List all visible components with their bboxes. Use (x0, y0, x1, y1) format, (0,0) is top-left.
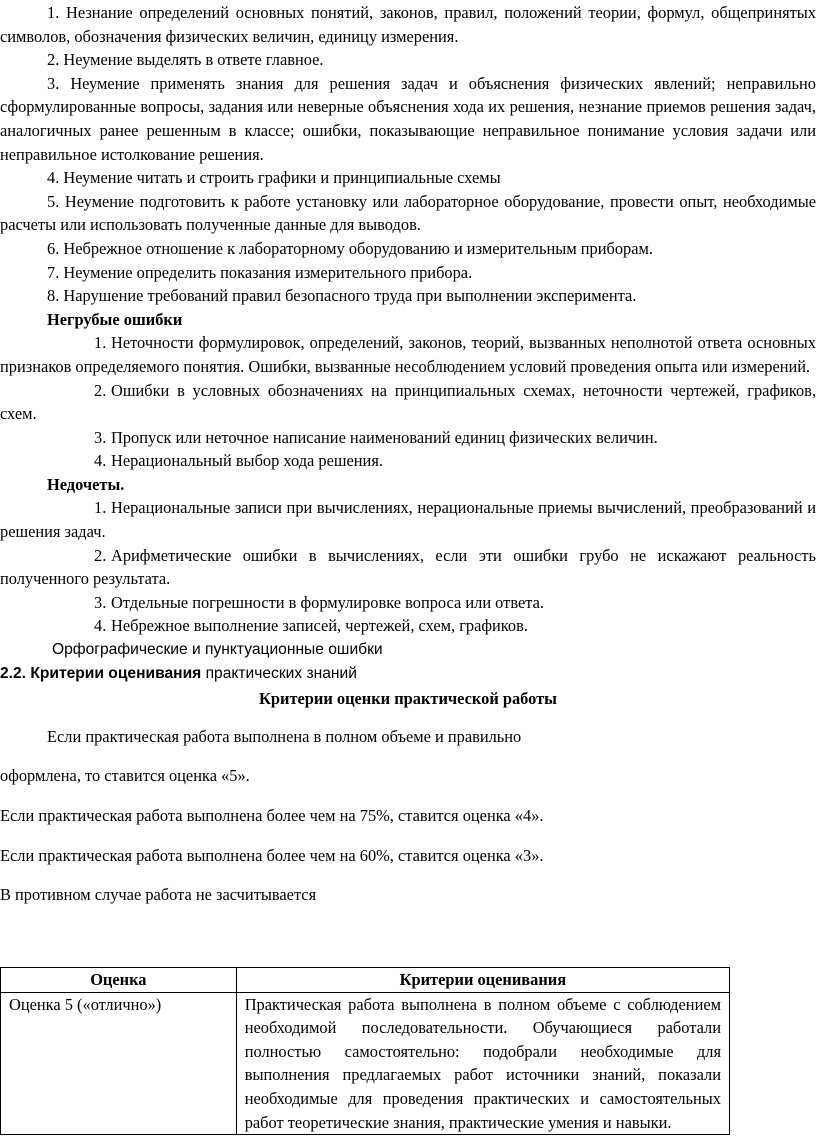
list-text: Арифметические ошибки в вычислениях, если эти ошибки грубо не искажают реальность полученного результата. (0, 545, 816, 589)
grading-table (0, 967, 730, 1135)
list-item: 2. Ошибки в условных обозначениях на принципиальных схемах, неточности чертежей, графиков, схем. (0, 380, 816, 424)
section-heading-rest: практических знаний (201, 664, 357, 682)
list-item: 4. Нерациональный выбор хода решения. (0, 449, 816, 473)
criteria-title: Критерии оценки практической работы (259, 689, 557, 709)
list-text: Отдельные погрешности в формулировке вопроса или ответа. (111, 592, 544, 612)
criteria-para-1: Если практическая работа выполнена в полном объеме и правильно (47, 726, 522, 746)
error-item-5: 5. Неумение подготовить к работе установку или лабораторное оборудование, провести опыт, необходимые расчеты или использовать полученные данные для выводов. (0, 191, 816, 235)
criteria-para-2: оформлена, то ставится оценка «5». (0, 766, 250, 786)
table-row (1, 992, 730, 1135)
section-heading-bold: 2.2. Критерии оценивания (0, 664, 202, 682)
error-item-8: 8. Нарушение требований правил безопасного труда при выполнении эксперимента. (47, 286, 637, 306)
grade-cell: Оценка 5 («отлично») (1, 992, 237, 1135)
list-text: Неточности формулировок, определений, законов, теорий, вызванных неполнотой ответа основных признаков определяемого понятия. Ошибки, вызванные несоблюдением условий проведения опыта или измерений. (0, 333, 816, 376)
table-header-row (1, 968, 730, 993)
error-item-3: 3. Неумение применять знания для решения задач и объяснения физических явлений; неправильно сформулированные вопросы, задания или неверные объяснения хода их решения, незнание приемов решения задач, аналогичных ранее решенным в классе; ошибки, показывающие неправильное понимание условия задачи или неправильное истолкование решения. (0, 73, 816, 164)
criteria-para-4: Если практическая работа выполнена более чем на 60%, ставится оценка «3». (0, 845, 544, 865)
list-item: 1. Неточности формулировок, определений, законов, теорий, вызванных неполнотой ответа основных признаков определяемого понятия. Ошибки, вызванные несоблюдением условий проведения опыта или измерений. (0, 333, 816, 376)
error-item-4: 4. Неумение читать и строить графики и принципиальные схемы (47, 168, 501, 188)
list-text: Нерациональный выбор хода решения. (111, 451, 383, 471)
list-item: 3. Отдельные погрешности в формулировке вопроса или ответа. (0, 591, 816, 615)
list-item: 1. Нерациональные записи при вычислениях, нерациональные приемы вычислений, преобразований и решения задач. (0, 498, 816, 542)
shortcomings-heading: Недочеты. (47, 474, 125, 494)
spelling-errors-line: Орфографические и пунктуационные ошибки (52, 641, 383, 659)
list-item: 2. Арифметические ошибки в вычислениях, если эти ошибки грубо не искажают реальность полученного результата. (0, 545, 816, 589)
error-item-2: 2. Неумение выделять в ответе главное. (47, 50, 324, 70)
document-page (0, 1, 816, 907)
criteria-para-5: В противном случае работа не засчитывается (0, 885, 317, 905)
error-item-1: 1. Незнание определений основных понятий, законов, правил, положений теории, формул, общепринятых символов, обозначения физических величин, единицу измерения. (0, 3, 816, 46)
criteria-cell: Практическая работа выполнена в полном объеме с соблюдением необходимой последовательности. Обучающиеся работали полностью самостоятельно: подобрали необходимые для выполнения предлагаемых работ источники знаний, показали необходимые для проведения практических и самостоятельных работ теоретические знания, практические умения и навыки. (236, 992, 729, 1135)
table-header-grade: Оценка (1, 968, 237, 993)
list-item: 4. Небрежное выполнение записей, чертежей, схем, графиков. (0, 614, 816, 638)
list-text: Небрежное выполнение записей, чертежей, схем, графиков. (111, 616, 528, 636)
list-item: 3. Пропуск или неточное написание наименований единиц физических величин. (0, 426, 816, 450)
list-text: Пропуск или неточное написание наименований единиц физических величин. (111, 427, 658, 447)
error-item-7: 7. Неумение определить показания измерительного прибора. (47, 262, 473, 282)
error-item-6: 6. Небрежное отношение к лабораторному оборудованию и измерительным приборам. (47, 238, 653, 258)
criteria-para-3: Если практическая работа выполнена более чем на 75%, ставится оценка «4». (0, 806, 544, 825)
section-heading (0, 662, 816, 686)
list-text: Ошибки в условных обозначениях на принципиальных схемах, неточности чертежей, графиков, схем. (0, 380, 816, 424)
minor-errors-heading: Негрубые ошибки (47, 309, 183, 329)
list-text: Нерациональные записи при вычислениях, нерациональные приемы вычислений, преобразований и решения задач. (0, 498, 816, 542)
table-header-criteria: Критерии оценивания (236, 968, 729, 993)
